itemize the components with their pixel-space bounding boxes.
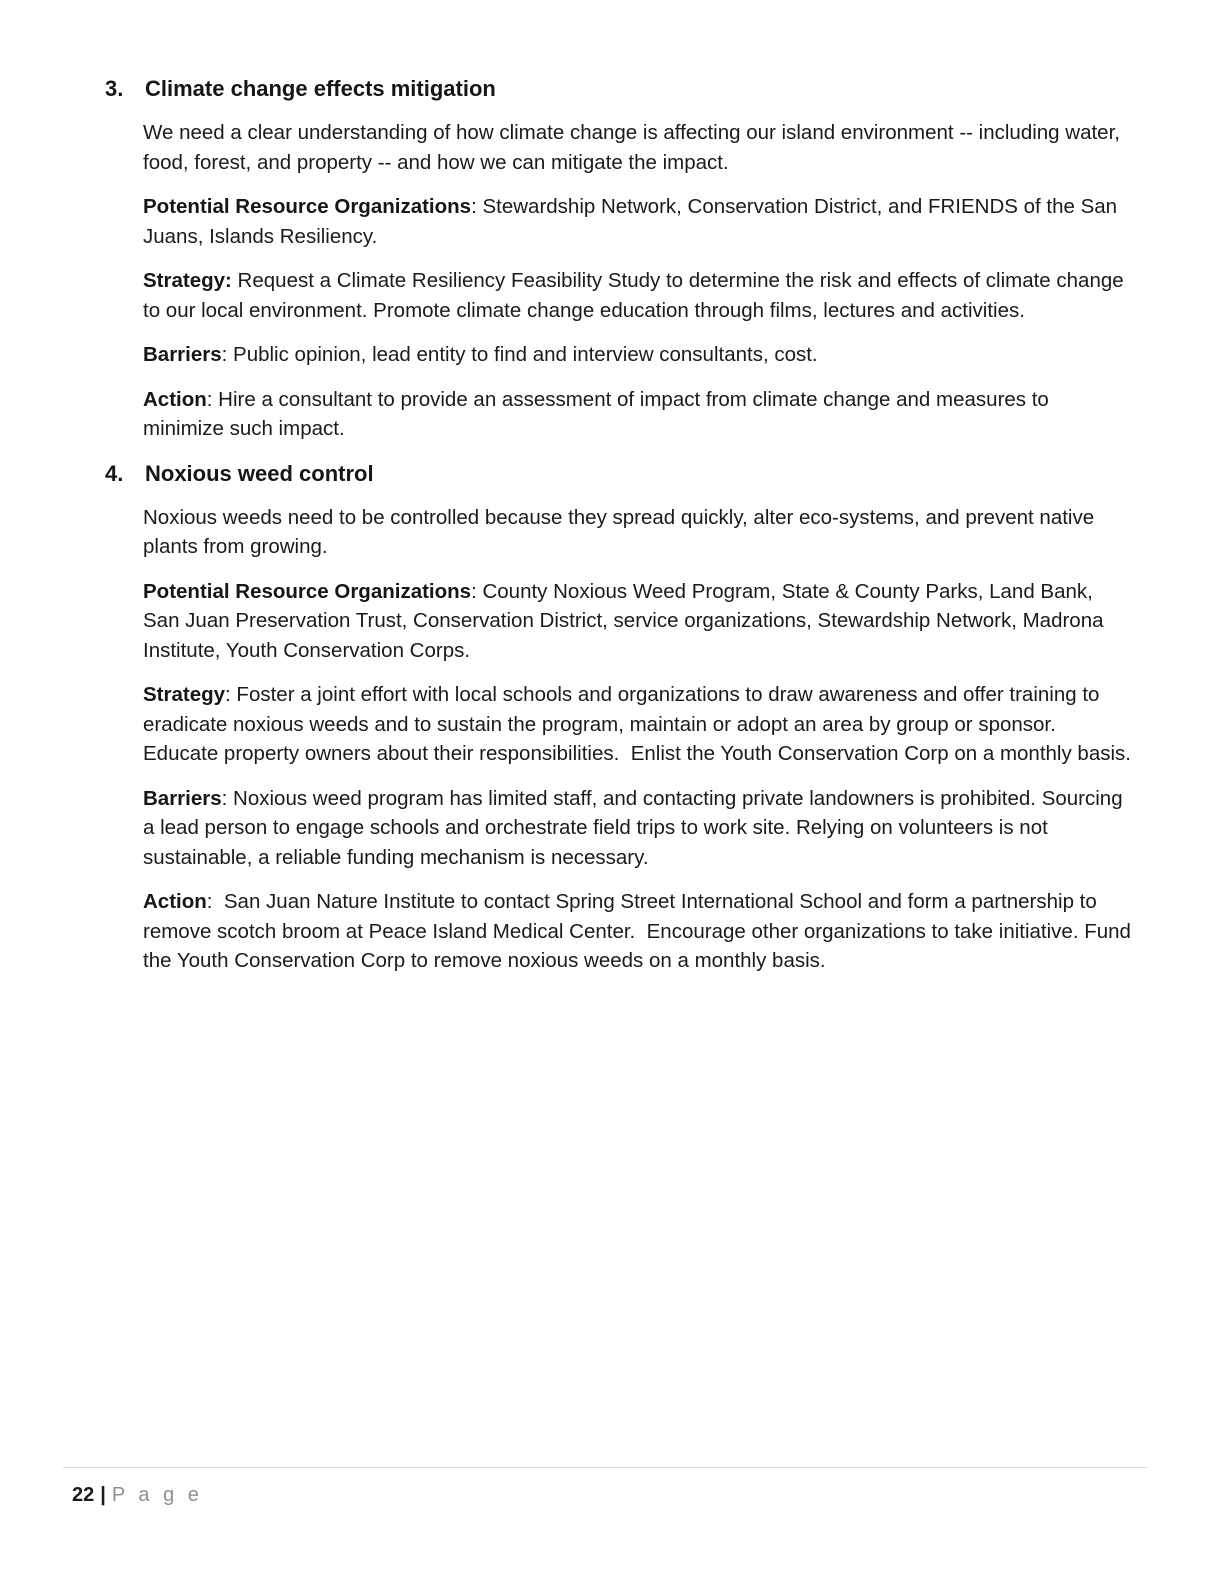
paragraph-text: Noxious weeds need to be controlled because they spread quickly, alter eco-systems, and prevent native plants from growing.	[143, 505, 1100, 558]
barriers-paragraph	[143, 784, 1134, 873]
paragraph-lead: Strategy	[143, 683, 226, 706]
section-title: Noxious weed control	[145, 460, 374, 486]
paragraph-lead: Barriers	[143, 786, 222, 810]
footer-page-number: 22	[72, 1484, 95, 1506]
section-title: Climate change effects mitigation	[145, 76, 496, 101]
section-heading	[105, 74, 1134, 104]
strategy-paragraph	[143, 266, 1134, 325]
section-noxious-weed	[105, 459, 1137, 976]
paragraph-text: : Stewardship Network, Conservation District, and FRIENDS of the San Juans, Islands Resiliency.	[143, 195, 1123, 248]
paragraph-lead: Potential Resource Organizations	[143, 195, 472, 218]
section-body	[143, 118, 1134, 444]
barriers-paragraph	[143, 340, 1134, 370]
paragraph-text: : County Noxious Weed Program, State & County Parks, Land Bank, San Juan Preservation Trust, Conservation District, service organizations, Stewardship Network, Madrona Institute, Youth Conservation Corps.	[143, 579, 1110, 662]
section-climate-change	[105, 74, 1134, 444]
paragraph-lead: Strategy:	[143, 269, 232, 292]
footer-separator: |	[100, 1484, 106, 1506]
paragraph-text: : Noxious weed program has limited staff, and contacting private landowners is prohibited. Sourcing a lead person to engage schools and orchestrate field trips to work site. Relying on volunteers is not sustainable, a reliable funding mechanism is necessary.	[143, 786, 1129, 869]
paragraph-text: : Public opinion, lead entity to find and interview consultants, cost.	[221, 343, 818, 366]
paragraph-text: We need a clear understanding of how climate change is affecting our island environment -- including water, food, forest, and property -- and how we can mitigate the impact.	[143, 121, 1126, 174]
paragraph-lead: Potential Resource Organizations	[143, 579, 472, 603]
section-number: 3.	[105, 76, 124, 101]
resources-paragraph	[143, 192, 1134, 251]
section-number: 4.	[105, 460, 124, 486]
section-heading	[105, 459, 1134, 489]
paragraph-lead: Action	[143, 890, 207, 913]
paragraph-text: : Hire a consultant to provide an assessment of impact from climate change and measures to minimize such impact.	[143, 387, 1055, 440]
intro-paragraph	[143, 118, 1134, 177]
footer-page-label: P a g e	[111, 1484, 203, 1506]
section-body	[143, 503, 1137, 976]
strategy-paragraph	[143, 680, 1134, 769]
resources-paragraph	[143, 577, 1134, 666]
paragraph-text: : Foster a joint effort with local schools and organizations to draw awareness and offer training to eradicate noxious weeds and to sustain the program, maintain or adopt an area by group or sponsor. Educate property owners about their responsibilities. Enlist the Youth Conservation Corp on a monthly basis.	[143, 683, 1131, 765]
page-footer	[63, 1467, 1147, 1507]
action-paragraph	[143, 887, 1137, 976]
paragraph-lead: Action	[143, 387, 207, 411]
paragraph-lead: Barriers	[143, 343, 222, 366]
paragraph-text: : San Juan Nature Institute to contact Spring Street International School and form a partnership to remove scotch broom at Peace Island Medical Center. Encourage other organizations to take initiative. Fund the Youth Conservation Corp to remove noxious weeds on a monthly basis.	[143, 890, 1137, 972]
paragraph-text: Request a Climate Resiliency Feasibility Study to determine the risk and effects of climate change to our local environment. Promote climate change education through films, lectures and activities.	[143, 269, 1130, 322]
intro-paragraph	[143, 503, 1134, 562]
action-paragraph	[143, 385, 1134, 444]
